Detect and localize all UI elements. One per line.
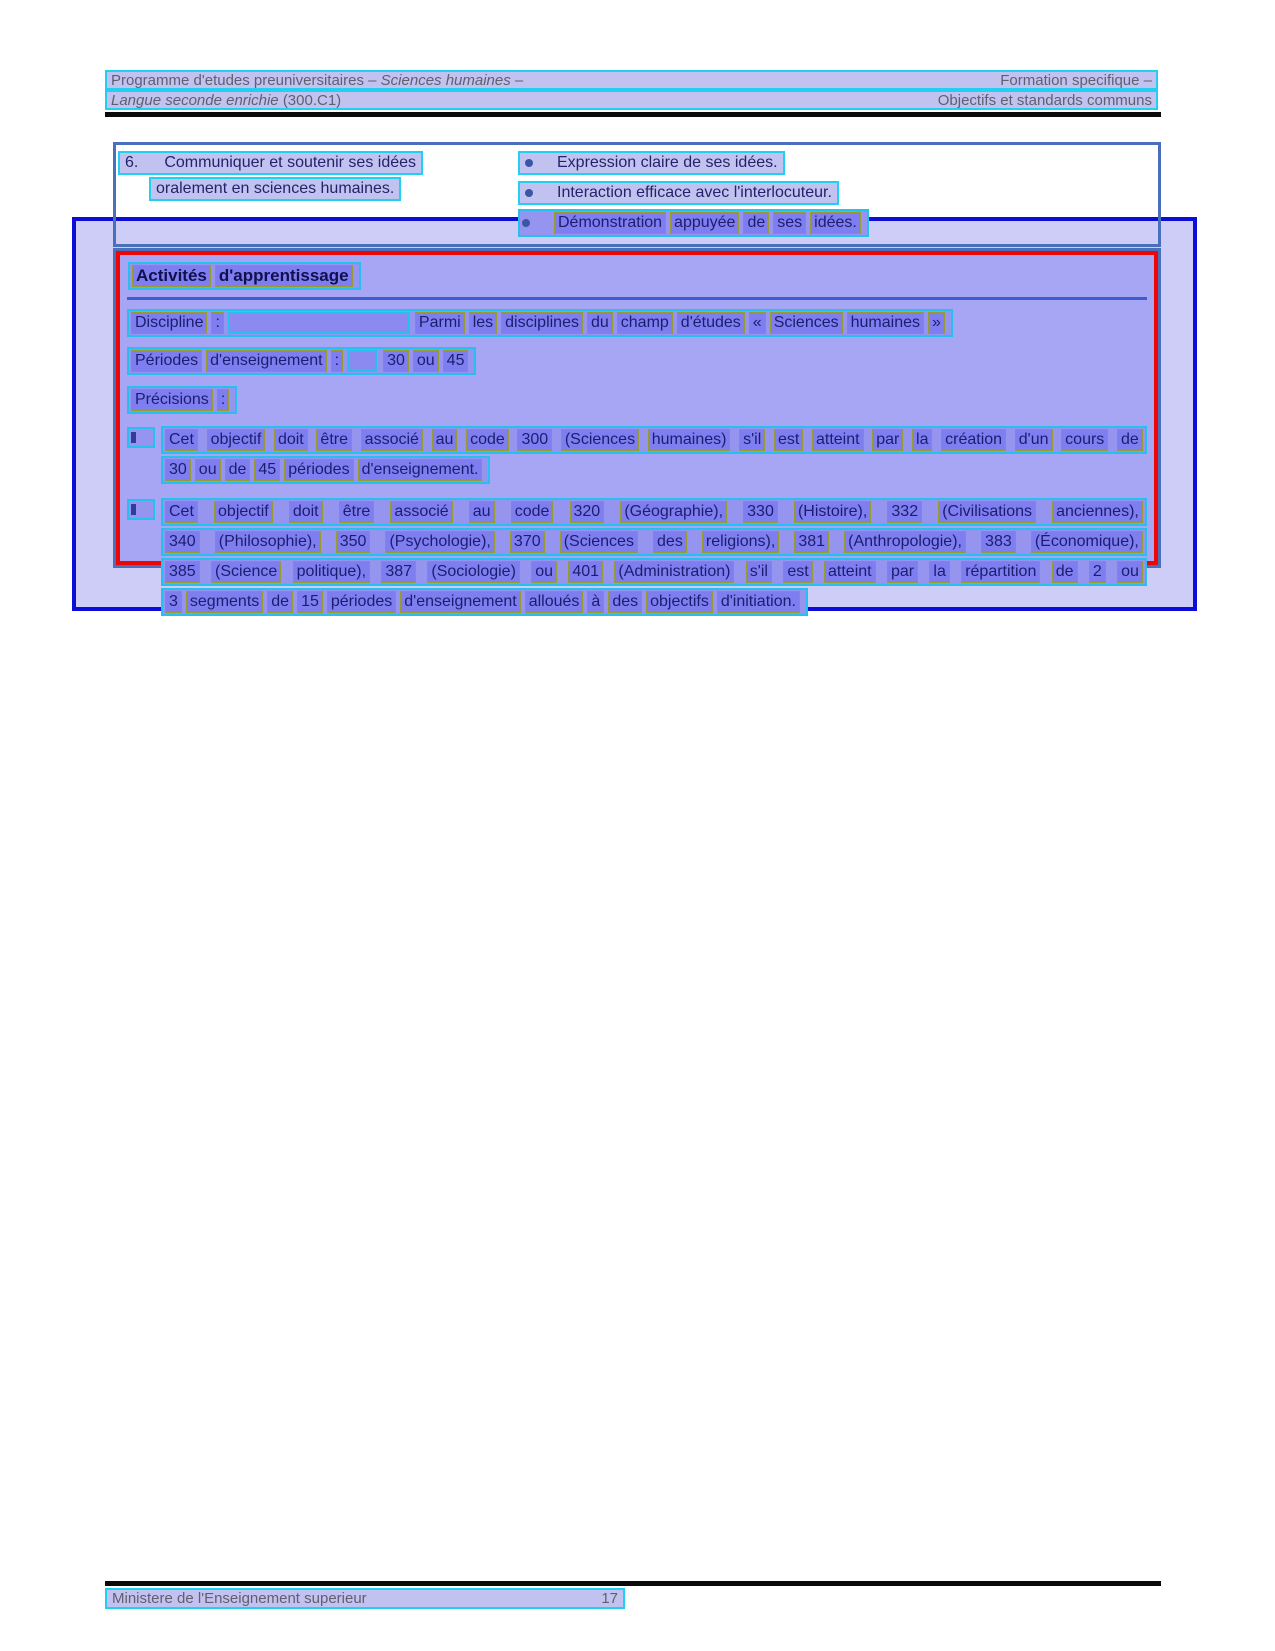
word-highlight: d'enseignement. (358, 459, 483, 481)
word-highlight: la (912, 429, 932, 451)
word-highlight: ou (531, 561, 557, 583)
bullet-text-block (161, 426, 1147, 486)
word-highlight: ou (1117, 561, 1143, 583)
objective-table (113, 142, 1161, 247)
bullet-text-block (161, 498, 1147, 618)
word-highlight: périodes (327, 591, 396, 613)
header-left-2 (111, 92, 341, 109)
word-highlight: par (872, 429, 903, 451)
word-highlight: par (887, 561, 918, 583)
criterion-text: Interaction efficace avec l'interlocuteur. (557, 184, 832, 201)
word-highlight: associé (361, 429, 423, 451)
discipline-label (131, 312, 228, 334)
word-highlight: d'apprentissage (215, 265, 353, 287)
header-program-title: Programme d'etudes preuniversitaires – (111, 71, 377, 89)
word-highlight: des (608, 591, 642, 613)
word-highlight: code (466, 429, 509, 451)
word-highlight: (Géographie), (620, 501, 727, 523)
bullet-line (161, 558, 1147, 586)
criterion-row (518, 151, 785, 175)
word-highlight: Parmi (415, 312, 465, 334)
word-highlight: 45 (254, 459, 280, 481)
objective-number: 6. (125, 154, 139, 171)
header-course-name: Langue seconde enrichie (111, 91, 279, 109)
periods-value (383, 350, 472, 372)
word-highlight: 340 (165, 531, 200, 553)
footer-rule (105, 1581, 1161, 1586)
word-highlight: (Psychologie), (385, 531, 494, 553)
activities-title (132, 265, 357, 287)
word-highlight: à (587, 591, 604, 613)
word-highlight: être (316, 429, 352, 451)
word-highlight: segments (186, 591, 263, 613)
tab-spacer (228, 312, 410, 334)
precisions-row (127, 386, 1147, 414)
word-highlight: d'enseignement (400, 591, 520, 613)
word-highlight: de (225, 459, 251, 481)
word-highlight: de (1117, 429, 1143, 451)
word-highlight: associé (390, 501, 452, 523)
word-highlight: objectif (207, 429, 266, 451)
word-highlight: périodes (284, 459, 353, 481)
word-highlight: code (511, 501, 554, 523)
word-highlight: 330 (743, 501, 778, 523)
word-highlight: objectif (214, 501, 273, 523)
word-highlight: Précisions (131, 389, 213, 411)
word-highlight: 383 (981, 531, 1016, 553)
activities-red-frame (116, 251, 1158, 610)
discipline-row (127, 309, 1147, 337)
bullet-line (161, 426, 1147, 454)
activities-title-row (127, 259, 1147, 300)
word-highlight: » (928, 312, 945, 334)
word-highlight: du (587, 312, 613, 334)
word-highlight: champ (617, 312, 673, 334)
word-highlight: Sciences (770, 312, 843, 334)
word-highlight: politique), (293, 561, 370, 583)
footer-ministry: Ministere de l'Enseignement superieur (112, 1590, 367, 1607)
word-highlight: atteint (824, 561, 876, 583)
word-highlight: les (469, 312, 497, 334)
word-highlight: s'il (739, 429, 765, 451)
word-highlight: création (941, 429, 1006, 451)
word-highlight: 332 (887, 501, 922, 523)
word-highlight: de (1052, 561, 1078, 583)
word-highlight: : (217, 389, 229, 411)
bullet-line (161, 528, 1147, 556)
word-highlight: (Civilisations (938, 501, 1036, 523)
word-highlight: répartition (961, 561, 1040, 583)
bullet-marker-column (127, 498, 161, 520)
word-highlight: doit (274, 429, 308, 451)
word-highlight: appuyée (670, 212, 739, 234)
header-course-code: (300.C1) (282, 91, 342, 109)
bullet-line (165, 591, 804, 613)
word-highlight: objectifs (646, 591, 713, 613)
tab-spacer (347, 350, 377, 372)
word-highlight: la (929, 561, 949, 583)
bullet-glyph (131, 504, 136, 515)
word-highlight: alloués (525, 591, 584, 613)
bullet-icon (127, 499, 155, 520)
word-highlight: de (267, 591, 293, 613)
word-highlight: d'initiation. (717, 591, 800, 613)
word-highlight: : (331, 350, 343, 372)
header-program-title-italic: Sciences humaines (380, 71, 511, 89)
header-program-title-suffix: – (514, 71, 524, 89)
word-highlight: 2 (1089, 561, 1106, 583)
word-highlight: disciplines (501, 312, 583, 334)
word-highlight: Cet (165, 429, 198, 451)
word-highlight: humaines (847, 312, 924, 334)
page-number: 17 (601, 1590, 618, 1607)
criterion-row (518, 209, 869, 237)
word-highlight: est (774, 429, 803, 451)
header-line-1 (105, 70, 1158, 90)
activities-table (113, 248, 1161, 610)
word-highlight: est (783, 561, 812, 583)
footer (105, 1588, 625, 1609)
criterion-row (518, 181, 839, 205)
precision-bullet-1 (127, 426, 1147, 486)
bullet-glyph (131, 432, 136, 443)
word-highlight: 3 (165, 591, 182, 613)
word-highlight: 401 (568, 561, 603, 583)
periods-label (131, 350, 347, 372)
word-highlight: Périodes (131, 350, 202, 372)
word-highlight: Cet (165, 501, 198, 523)
bullet-icon (525, 189, 533, 197)
periods-row (127, 347, 1147, 375)
word-highlight: cours (1061, 429, 1108, 451)
objective-statement-text-2: oralement en sciences humaines. (156, 180, 395, 197)
word-highlight: idées. (810, 212, 861, 234)
word-highlight: : (211, 312, 223, 334)
header-right-1: Formation specifique – (1000, 71, 1152, 89)
objective-statement-line-2 (149, 177, 401, 201)
word-highlight: Démonstration (554, 212, 666, 234)
word-highlight: 387 (381, 561, 416, 583)
word-highlight: 30 (383, 350, 409, 372)
bullet-icon (127, 427, 155, 448)
word-highlight: ou (195, 459, 221, 481)
precisions-label (131, 389, 233, 411)
word-highlight: (Anthropologie), (844, 531, 966, 553)
word-highlight: des (653, 531, 687, 553)
objective-statement-line-1 (118, 151, 423, 175)
header-left-1 (111, 72, 523, 89)
word-highlight: s'il (746, 561, 772, 583)
word-highlight: 30 (165, 459, 191, 481)
bullet-line (165, 459, 486, 481)
precision-bullet-2 (127, 498, 1147, 618)
word-highlight: (Histoire), (794, 501, 871, 523)
word-highlight: (Sciences (560, 531, 638, 553)
discipline-value (415, 312, 949, 334)
word-highlight: 320 (570, 501, 605, 523)
word-highlight: (Sciences (561, 429, 639, 451)
bullet-marker-column (127, 426, 161, 448)
header-rule (105, 112, 1161, 117)
word-highlight: 300 (517, 429, 552, 451)
word-highlight: de (743, 212, 769, 234)
word-highlight: 370 (510, 531, 545, 553)
word-highlight: Discipline (131, 312, 207, 334)
word-highlight: 15 (297, 591, 323, 613)
word-highlight: d'enseignement (206, 350, 326, 372)
bullet-icon (525, 159, 533, 167)
criterion-text: Expression claire de ses idées. (557, 154, 778, 171)
word-highlight: ou (413, 350, 439, 372)
criterion-text (554, 212, 865, 234)
word-highlight: (Sociologie) (427, 561, 519, 583)
word-highlight: anciennes), (1052, 501, 1143, 523)
word-highlight: doit (289, 501, 323, 523)
word-highlight: « (749, 312, 766, 334)
header-line-2 (105, 90, 1158, 110)
word-highlight: 350 (336, 531, 371, 553)
word-highlight: d'études (677, 312, 745, 334)
word-highlight: (Économique), (1031, 531, 1143, 553)
word-highlight: humaines) (648, 429, 731, 451)
bullet-icon (522, 219, 530, 227)
word-highlight: au (469, 501, 495, 523)
word-highlight: Activités (132, 265, 211, 287)
word-highlight: 381 (794, 531, 829, 553)
word-highlight: au (432, 429, 458, 451)
word-highlight: religions), (702, 531, 779, 553)
word-highlight: ses (773, 212, 806, 234)
word-highlight: (Philosophie), (215, 531, 321, 553)
word-highlight: (Administration) (614, 561, 734, 583)
header-right-2: Objectifs et standards communs (937, 91, 1152, 109)
word-highlight: atteint (812, 429, 864, 451)
word-highlight: 45 (443, 350, 469, 372)
word-highlight: d'un (1015, 429, 1053, 451)
bullet-line (161, 498, 1147, 526)
word-highlight: 385 (165, 561, 200, 583)
word-highlight: (Science (211, 561, 281, 583)
word-highlight: être (339, 501, 375, 523)
objective-statement-text-1: Communiquer et soutenir ses idées (164, 154, 417, 171)
